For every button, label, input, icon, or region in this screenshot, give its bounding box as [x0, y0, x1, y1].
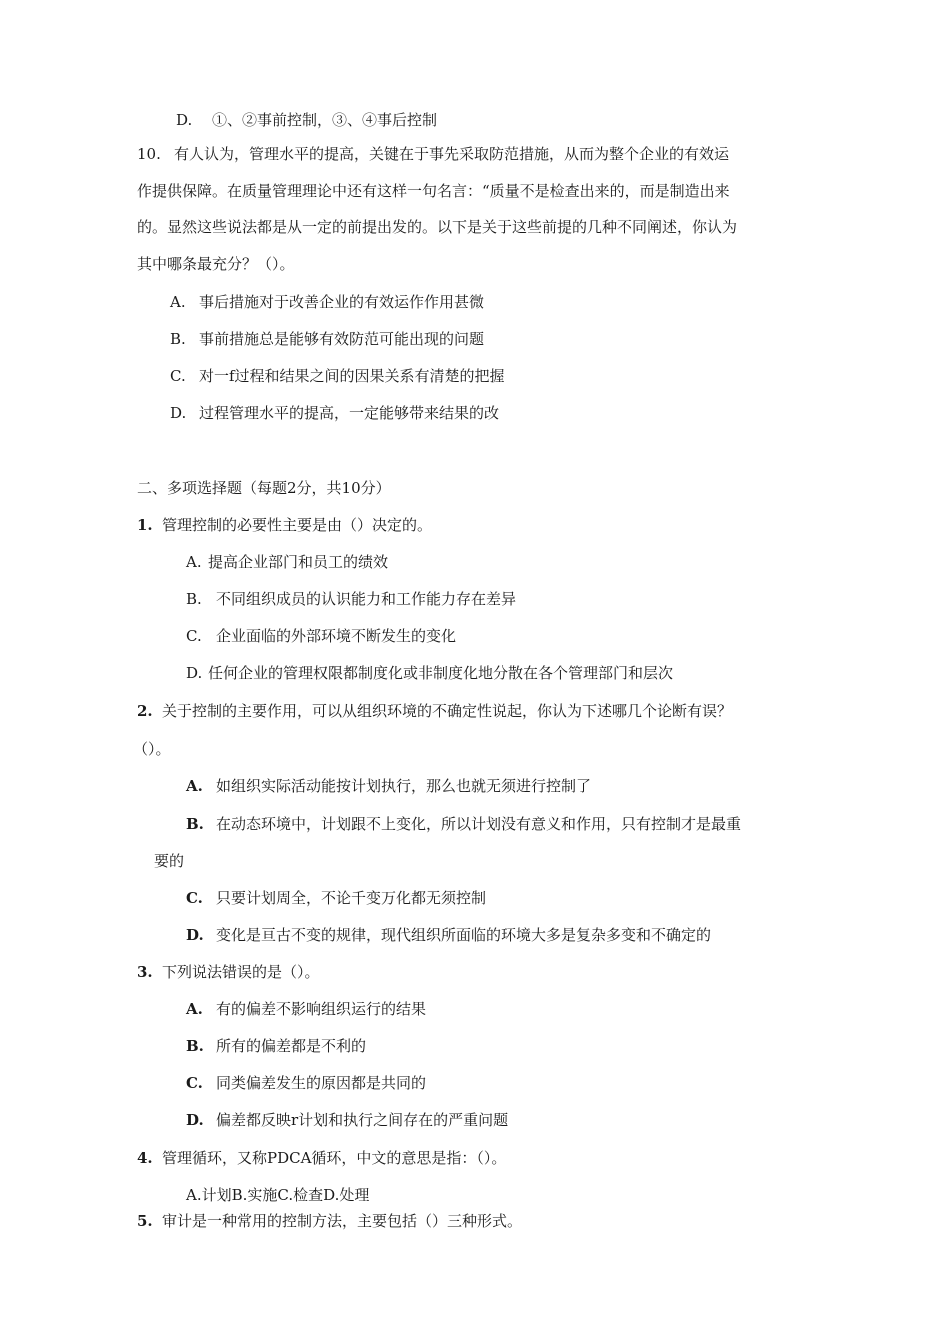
- question-number: 5.: [137, 1212, 153, 1230]
- mq3-option-d: [186, 1110, 508, 1130]
- mq4-options-line: A.计划B.实施C.检查D.处理: [186, 1186, 370, 1204]
- multi-question-1: [137, 515, 432, 535]
- multi-question-4: [137, 1148, 506, 1168]
- option-prefix: D.: [176, 111, 193, 129]
- option-text: 变化是亘古不变的规律，现代组织所面临的环境大多是复杂多变和不确定的: [216, 926, 712, 944]
- option-prefix: C.: [170, 367, 186, 385]
- mq3-option-b: [186, 1036, 366, 1056]
- option-prefix: B.: [186, 590, 202, 608]
- mq2-option-b: [186, 814, 741, 834]
- option-prefix: D.: [186, 1111, 204, 1129]
- question-text: 审计是一种常用的控制方法，主要包括（）三种形式。: [162, 1212, 523, 1230]
- multi-question-3: [137, 962, 320, 982]
- option-text: 过程管理水平的提高，一定能够带来结果的改: [199, 404, 500, 422]
- option-text: 所有的偏差都是不利的: [216, 1037, 367, 1055]
- question-10-line-4: 其中哪条最充分？（）。: [137, 255, 295, 273]
- question-text: 管理控制的必要性主要是由（）决定的。: [162, 516, 433, 534]
- option-text: 事前措施总是能够有效防范可能出现的问题: [199, 330, 485, 348]
- question-10-line-2: 作提供保障。在质量管理理论中还有这样一句名言：“质量不是检查出来的，而是制造出来: [137, 182, 730, 200]
- option-prefix: A.: [170, 293, 186, 311]
- question-number: 1.: [137, 516, 153, 534]
- multi-question-5: [137, 1211, 522, 1231]
- mq2-option-c: [186, 888, 486, 908]
- question-text: 有人认为，管理水平的提高，关键在于事先采取防范措施，从而为整个企业的有效运: [174, 145, 730, 163]
- question-number: 10.: [137, 145, 161, 163]
- option-text: 偏差都反映r计划和执行之间存在的严重问题: [216, 1111, 509, 1129]
- q10-option-a: [170, 292, 484, 312]
- option-prefix: A.: [186, 553, 202, 571]
- option-text: ①、②事前控制，③、④事后控制: [212, 111, 438, 129]
- mq3-option-c: [186, 1073, 426, 1093]
- option-text: 只要计划周全，不论千变万化都无须控制: [216, 889, 487, 907]
- option-text: 企业面临的外部环境不断发生的变化: [216, 627, 457, 645]
- option-text: 同类偏差发生的原因都是共同的: [216, 1074, 427, 1092]
- q10-option-b: [170, 329, 484, 349]
- option-prefix: B.: [186, 1037, 204, 1055]
- option-prefix: A.: [186, 777, 203, 795]
- question-text: 下列说法错误的是（）。: [162, 963, 320, 981]
- option-text: 对一f过程和结果之间的因果关系有清楚的把握: [199, 367, 505, 385]
- q10-option-d: [170, 403, 499, 423]
- option-text: 有的偏差不影响组织运行的结果: [216, 1000, 427, 1018]
- option-text: 提高企业部门和员工的绩效: [208, 553, 389, 571]
- multi-question-2-line-2: （）。: [133, 740, 171, 758]
- option-text: 不同组织成员的认识能力和工作能力存在差异: [216, 590, 517, 608]
- question-number: 4.: [137, 1149, 153, 1167]
- mq2-option-d: [186, 925, 711, 945]
- mq1-option-a: [186, 552, 388, 572]
- option-prefix: D.: [170, 404, 187, 422]
- option-text: 事后措施对于改善企业的有效运作作用甚微: [199, 293, 485, 311]
- q10-option-c: [170, 366, 505, 386]
- section-heading: 二、多项选择题（每题2分，共10分）: [137, 479, 391, 497]
- question-number: 3.: [137, 963, 153, 981]
- option-prefix: C.: [186, 1074, 203, 1092]
- question-text: 管理循环，又称PDCA循环，中文的意思是指：（）。: [162, 1149, 507, 1167]
- mq2-option-a: [186, 776, 591, 796]
- question-10-line-3: 的。显然这些说法都是从一定的前提出发的。以下是关于这些前提的几种不同阐述，你认为: [137, 218, 738, 236]
- option-text: 如组织实际活动能按计划执行，那么也就无须进行控制了: [216, 777, 592, 795]
- question-text: 关于控制的主要作用，可以从组织环境的不确定性说起，你认为下述哪几个论断有误？: [162, 702, 733, 720]
- option-prefix: C.: [186, 627, 202, 645]
- mq3-option-a: [186, 999, 426, 1019]
- multi-question-2: [137, 701, 732, 721]
- option-text: 任何企业的管理权限都制度化或非制度化地分散在各个管理部门和层次: [208, 664, 674, 682]
- mq2-option-b-line-2: 要的: [154, 852, 185, 870]
- option-prefix: D.: [186, 664, 203, 682]
- option-prefix: A.: [186, 1000, 203, 1018]
- q9-option-d: [176, 110, 437, 130]
- option-prefix: C.: [186, 889, 203, 907]
- option-prefix: B.: [186, 815, 204, 833]
- question-number: 2.: [137, 702, 153, 720]
- mq1-option-c: [186, 626, 456, 646]
- mq1-option-b: [186, 589, 516, 609]
- option-prefix: B.: [170, 330, 186, 348]
- option-prefix: D.: [186, 926, 204, 944]
- mq1-option-d: [186, 663, 673, 683]
- question-10-line-1: [137, 144, 729, 164]
- option-text: 在动态环境中，计划跟不上变化，所以计划没有意义和作用，只有控制才是最重: [216, 815, 742, 833]
